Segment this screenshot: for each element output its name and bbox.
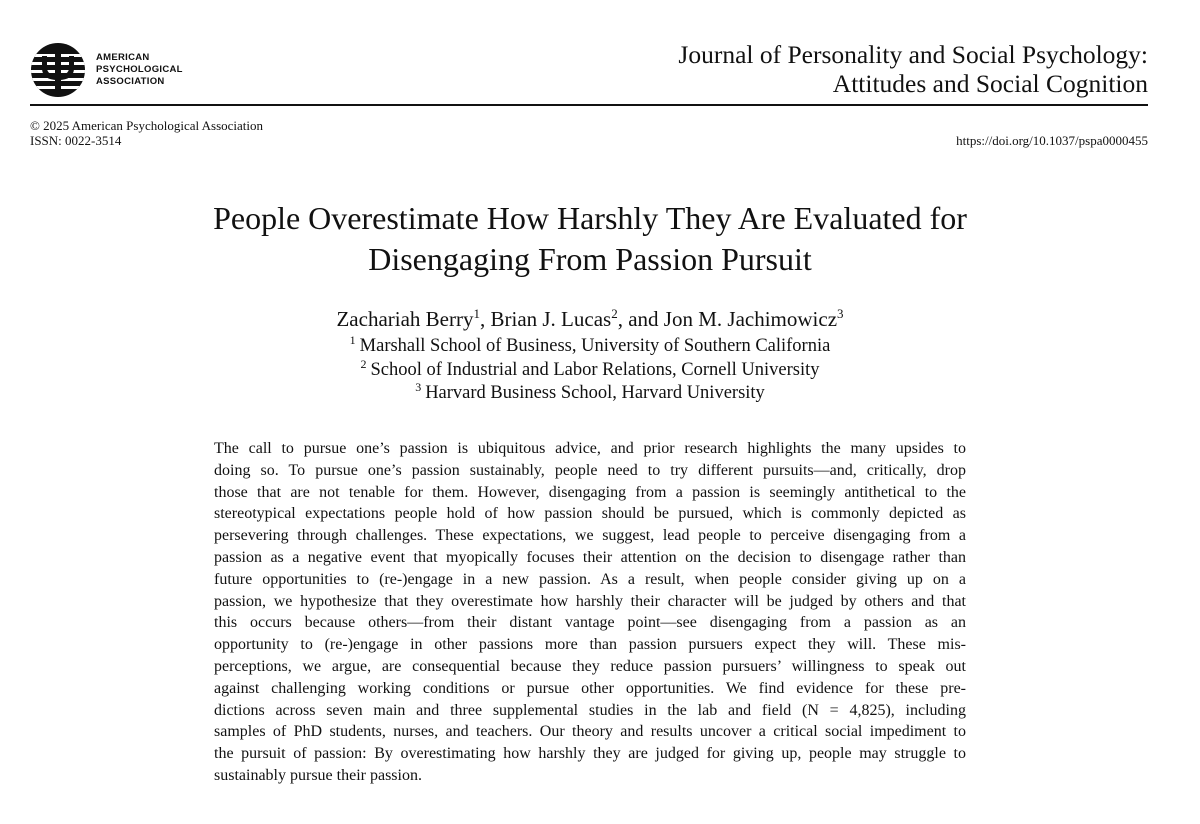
article-title: [0, 198, 1180, 280]
author-name: Jon M. Jachimowicz: [663, 307, 838, 331]
abstract-line: doing so. To pursue one’s passion sustainably, people need to try different pursuits—and, critically, drop: [214, 461, 966, 479]
apa-psi-icon: [30, 42, 86, 98]
author-name: Brian J. Lucas: [490, 307, 612, 331]
affiliation-text: Harvard Business School, Harvard University: [425, 383, 765, 403]
journal-title-line: Attitudes and Social Cognition: [832, 69, 1148, 98]
affiliation: [0, 335, 1180, 359]
logo-line: PSYCHOLOGICAL: [96, 64, 183, 75]
author-affiliation-mark: 1: [473, 306, 480, 321]
logo-line: ASSOCIATION: [96, 76, 165, 87]
journal-title: [678, 40, 1148, 98]
abstract-line: stereotypical expectations people hold of how passion should be pursued, which is commonly depicted as: [214, 505, 966, 523]
abstract-line: against challenging working conditions or pursue other opportunities. We find evidence for these pre-: [214, 679, 966, 697]
abstract-line: future opportunities to (re-)engage in a new passion. As a result, when people consider giving up on a: [214, 570, 966, 588]
abstract-line: dictions across seven main and three supplemental studies in the lab and field (N = 4,825), including: [214, 701, 966, 719]
affiliation-mark: 1: [349, 333, 356, 347]
header-divider: [30, 104, 1148, 106]
author-name: Zachariah Berry: [336, 307, 474, 331]
abstract-line: sustainably pursue their passion.: [214, 766, 422, 784]
abstract-line: this occurs because others—from their distant vantage point—see disengaging from a passion as an: [214, 614, 966, 632]
affiliation-mark: 2: [360, 356, 367, 371]
affiliation-mark: 3: [415, 380, 422, 394]
abstract-line: the pursuit of passion: By overestimating how harshly they are judged for giving up, people may struggle to: [214, 745, 966, 763]
affiliation-text: School of Industrial and Labor Relations, Cornell University: [370, 359, 820, 380]
affiliation: [0, 382, 1180, 406]
author-list: [0, 306, 1180, 332]
author-separator: , and: [617, 307, 664, 331]
abstract-line: passion as a negative event that myopically focuses their attention on the decision to disengage rather than: [214, 548, 966, 566]
author-separator: ,: [479, 307, 491, 331]
issn: ISSN: 0022-3514: [30, 133, 122, 148]
abstract-line: The call to pursue one’s passion is ubiquitous advice, and prior research highlights the many upsides to: [214, 440, 966, 457]
affiliation-text: Marshall School of Business, University of Southern California: [359, 336, 831, 356]
abstract: [214, 438, 966, 787]
abstract-line: persevering through challenges. These expectations, we suggest, lead people to perceive disengaging from a: [214, 527, 966, 545]
publication-meta: [30, 118, 263, 148]
abstract-line: those that are not tenable for them. However, disengaging from a passion is seemingly antithetical to the: [214, 483, 966, 501]
affiliation-list: [0, 335, 1180, 406]
logo-line: AMERICAN: [96, 52, 150, 63]
affiliation: [0, 356, 1180, 383]
journal-title-line: Journal of Personality and Social Psychology:: [678, 40, 1148, 69]
apa-logo: [30, 42, 183, 98]
abstract-line: passion, we hypothesize that they overestimate how harshly their character will be judged by others and that: [214, 592, 966, 610]
abstract-line: samples of PhD students, nurses, and teachers. Our theory and results uncover a critical social impediment to: [214, 723, 966, 741]
abstract-line: opportunity to (re-)engage in other passions more than passion pursuers expect they will. These mis-: [214, 636, 966, 654]
apa-wordmark: [96, 52, 183, 88]
article-title-line: Disengaging From Passion Pursuit: [368, 241, 812, 277]
article-title-line: People Overestimate How Harshly They Are Evaluated for: [213, 200, 967, 236]
author-affiliation-mark: 3: [837, 306, 844, 321]
author-affiliation-mark: 2: [611, 306, 618, 321]
copyright-notice: © 2025 American Psychological Association: [30, 118, 264, 133]
abstract-line: perceptions, we argue, are consequential because they reduce passion pursuers’ willingness to speak out: [214, 657, 966, 675]
doi-link[interactable]: https://doi.org/10.1037/pspa0000455: [956, 133, 1148, 148]
